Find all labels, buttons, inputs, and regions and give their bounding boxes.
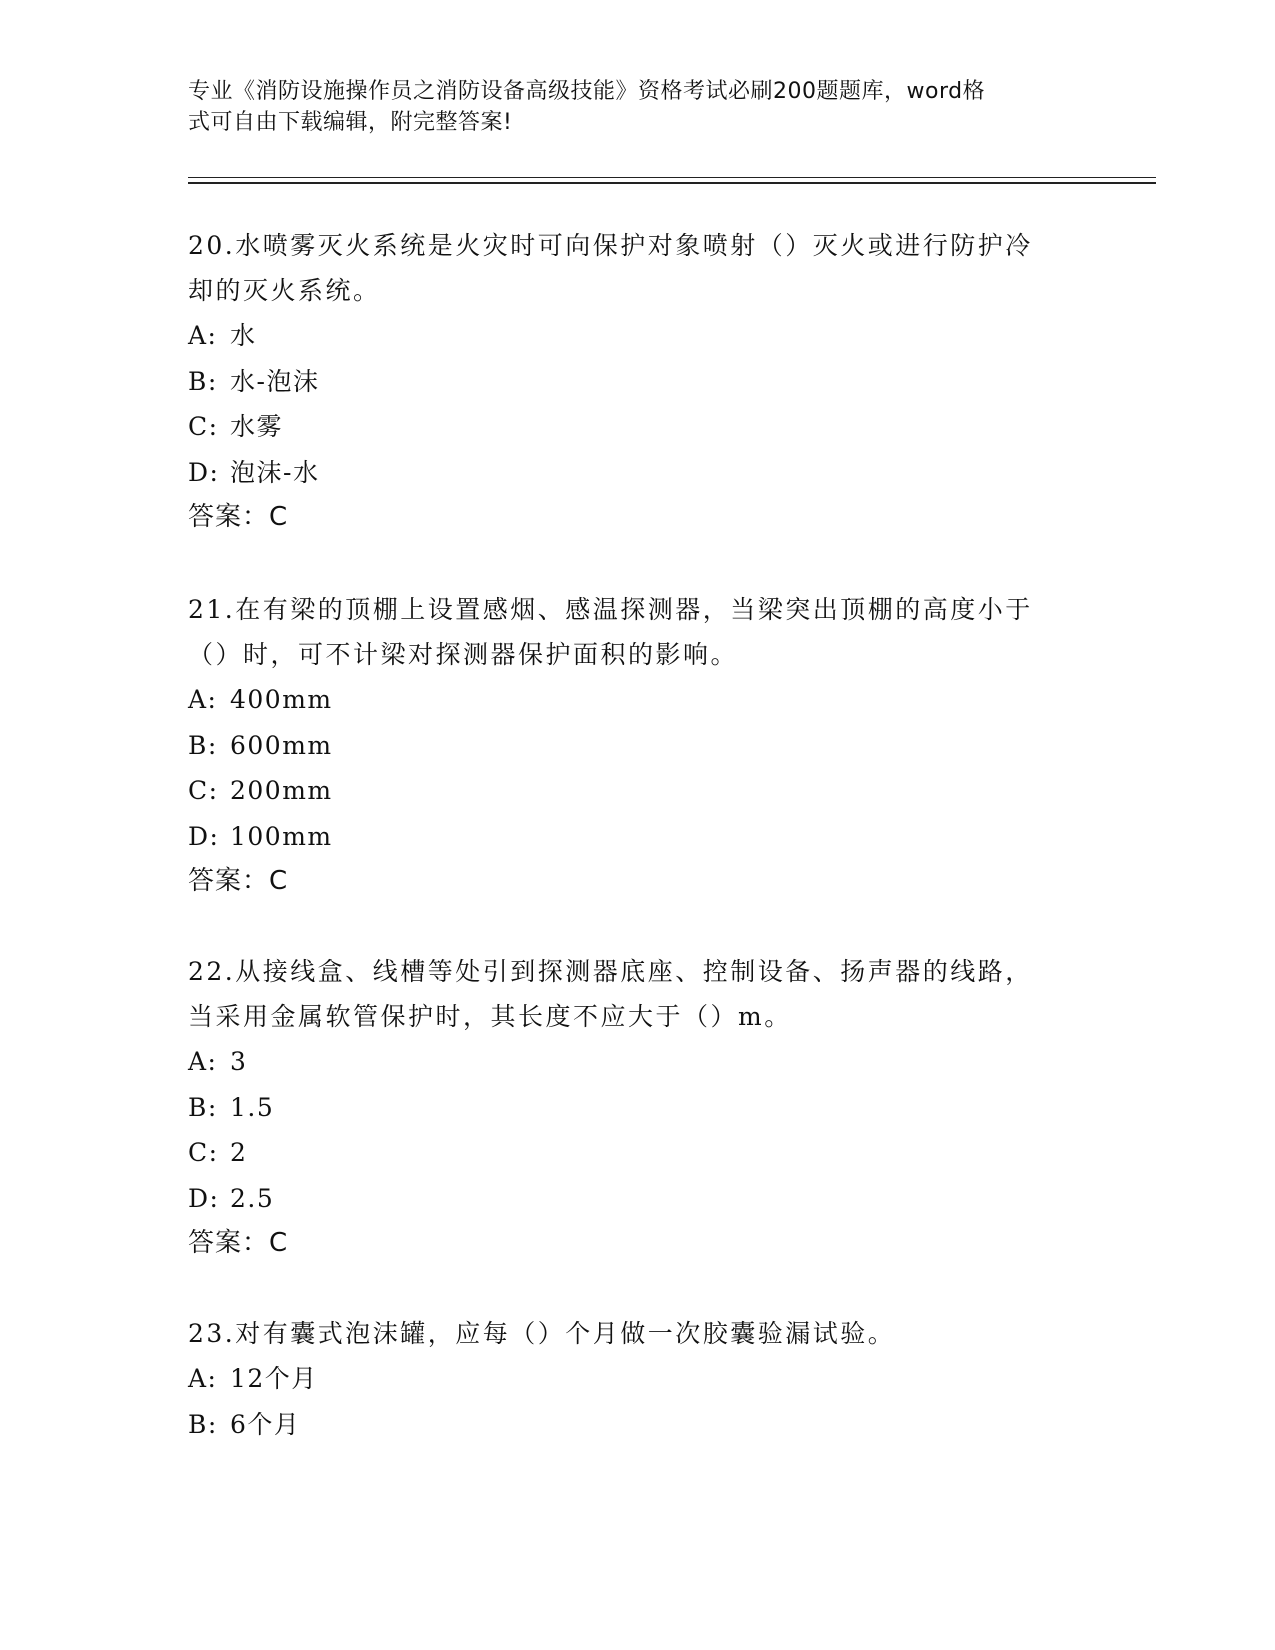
question-block-21 [188, 587, 1088, 904]
option-value: 水雾 [230, 412, 284, 441]
question-line-2: （）时，可不计梁对探测器保护面积的影响。 [188, 640, 739, 669]
answer-line: 答案：C [188, 1228, 289, 1258]
option-key: A: [188, 1047, 218, 1076]
option-d [188, 1176, 1088, 1222]
document-header [188, 76, 1068, 138]
option-value: 100mm [230, 821, 333, 851]
question-text [188, 587, 1088, 632]
question-number: 22. [188, 957, 236, 986]
header-divider-top [188, 177, 1156, 178]
option-key: A: [188, 685, 218, 714]
question-line-1: 在有梁的顶棚上设置感烟、感温探测器，当梁突出顶棚的高度小于 [235, 595, 1033, 624]
answer-line: 答案：C [188, 866, 289, 896]
question-number: 20. [188, 231, 236, 260]
option-key: B: [188, 1409, 218, 1439]
question-text [188, 223, 1088, 268]
question-block-23 [188, 1311, 1088, 1447]
question-block-20 [188, 223, 1088, 540]
question-line-1: 从接线盒、线槽等处引到探测器底座、控制设备、扬声器的线路， [235, 957, 1033, 986]
option-value: 水-泡沫 [230, 366, 320, 396]
option-value: 200mm [230, 776, 333, 805]
option-b [188, 1402, 1088, 1448]
option-value: 1.5 [230, 1092, 275, 1122]
option-value: 水 [230, 321, 257, 350]
option-key: C: [188, 1138, 219, 1167]
header-line-2: 式可自由下载编辑，附完整答案! [188, 110, 513, 135]
option-value: 600mm [230, 730, 333, 760]
option-key: C: [188, 412, 219, 441]
question-text [188, 1311, 1088, 1356]
option-key: B: [188, 366, 218, 396]
question-text [188, 949, 1088, 994]
answer-line: 答案：C [188, 502, 289, 532]
question-line-1: 水喷雾灭火系统是火灾时可向保护对象喷射（）灭火或进行防护冷 [235, 231, 1033, 260]
option-value: 2 [230, 1138, 248, 1167]
question-block-22 [188, 949, 1088, 1266]
question-number: 21. [188, 595, 236, 624]
option-key: D: [188, 457, 220, 487]
option-key: A: [188, 321, 218, 350]
option-a [188, 677, 1088, 723]
option-value: 12个月 [230, 1364, 318, 1393]
option-d [188, 814, 1088, 860]
option-key: B: [188, 730, 218, 760]
option-b [188, 359, 1088, 405]
option-key: D: [188, 1183, 220, 1213]
option-key: D: [188, 821, 220, 851]
option-value: 2.5 [230, 1183, 275, 1213]
option-d [188, 450, 1088, 496]
question-line-2: 当采用金属软管保护时，其长度不应大于（）m。 [188, 1002, 792, 1031]
option-value: 400mm [230, 685, 333, 714]
option-b [188, 723, 1088, 769]
option-c [188, 768, 1088, 814]
option-value: 6个月 [230, 1409, 301, 1439]
option-b [188, 1085, 1088, 1131]
option-a [188, 313, 1088, 359]
header-divider-bottom [188, 182, 1156, 184]
question-number: 23. [188, 1319, 236, 1348]
option-a [188, 1039, 1088, 1085]
option-key: C: [188, 776, 219, 805]
option-key: B: [188, 1092, 218, 1122]
question-line-1: 对有囊式泡沫罐，应每（）个月做一次胶囊验漏试验。 [235, 1319, 896, 1348]
option-key: A: [188, 1364, 218, 1393]
option-c [188, 1130, 1088, 1176]
option-value: 3 [230, 1047, 248, 1076]
option-a [188, 1356, 1088, 1402]
header-line-1: 专业《消防设施操作员之消防设备高级技能》资格考试必刷200题题库，word格 [188, 79, 986, 104]
option-c [188, 404, 1088, 450]
question-line-2: 却的灭火系统。 [188, 276, 381, 305]
option-value: 泡沫-水 [230, 457, 320, 487]
